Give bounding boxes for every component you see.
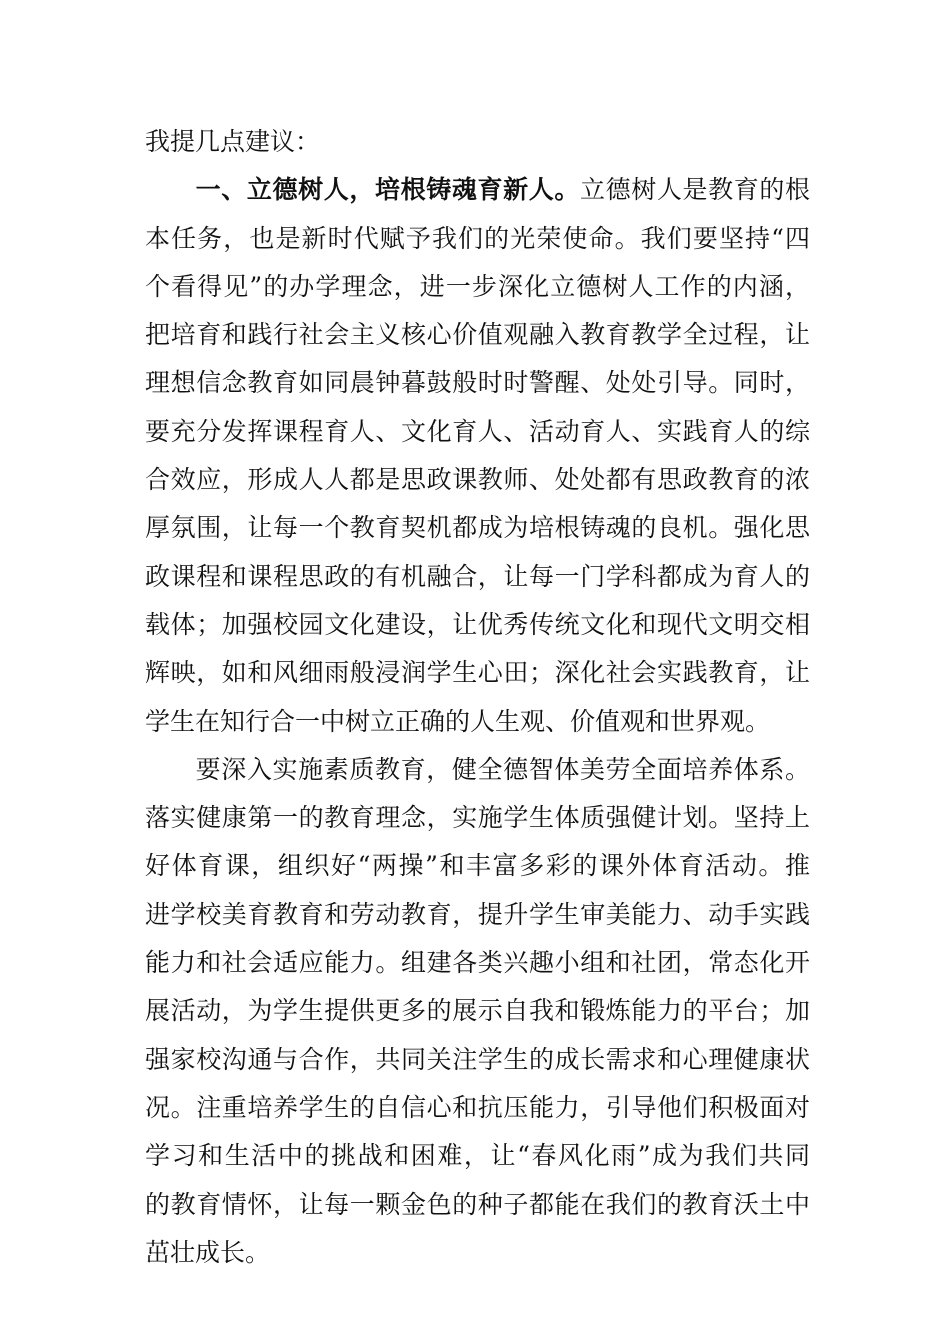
paragraph-2-line: 落实健康第一的教育理念，实施学生体质强健计划。坚持上 [145, 803, 810, 833]
paragraph-1-line: 载体；加强校园文化建设，让优秀传统文化和现代文明交相 [145, 609, 810, 639]
paragraph-1-line-1 [145, 166, 810, 214]
intro-line: 我提几点建议： [145, 127, 321, 156]
paragraph-1-line: 把培育和践行社会主义核心价值观融入教育教学全过程，让 [145, 320, 810, 350]
paragraph-text: 要深入实施素质教育，健全德智体美劳全面培养体系。 [195, 754, 810, 784]
paragraph-1-line: 个看得见”的办学理念，进一步深化立德树人工作的内涵， [145, 271, 810, 301]
paragraph-1-line: 本任务，也是新时代赋予我们的光荣使命。我们要坚持“四 [145, 223, 810, 253]
paragraph-2-line: 茁壮成长。 [145, 1237, 271, 1267]
paragraph-text: 立德树人是教育的根 [579, 175, 810, 205]
paragraph-2-line: 能力和社会适应能力。组建各类兴趣小组和社团，常态化开 [145, 948, 810, 978]
paragraph-1-line: 合效应，形成人人都是思政课教师、处处都有思政教育的浓 [145, 465, 810, 495]
paragraph-1-line: 学生在知行合一中树立正确的人生观、价值观和世界观。 [145, 706, 771, 736]
paragraph-1-line: 理想信念教育如同晨钟暮鼓般时时警醒、处处引导。同时， [145, 368, 810, 398]
document-page [145, 118, 810, 1277]
paragraph-2-line: 学习和生活中的挑战和困难，让“春风化雨”成为我们共同 [145, 1141, 810, 1171]
paragraph-2-line: 强家校沟通与合作，共同关注学生的成长需求和心理健康状 [145, 1044, 810, 1074]
paragraph-2-line: 好体育课，组织好“两操”和丰富多彩的课外体育活动。推 [145, 851, 810, 881]
paragraph-2-line: 的教育情怀，让每一颗金色的种子都能在我们的教育沃土中 [145, 1189, 810, 1219]
paragraph-2-line: 进学校美育教育和劳动教育，提升学生审美能力、动手实践 [145, 899, 810, 929]
paragraph-2-line: 展活动，为学生提供更多的展示自我和锻炼能力的平台；加 [145, 996, 810, 1026]
section-heading: 一、立德树人，培根铸魂育新人。 [195, 175, 580, 205]
paragraph-2-line-1 [145, 746, 810, 794]
paragraph-1-line: 要充分发挥课程育人、文化育人、活动育人、实践育人的综 [145, 416, 810, 446]
paragraph-1-line: 政课程和课程思政的有机融合，让每一门学科都成为育人的 [145, 561, 810, 591]
paragraph-2-line: 况。注重培养学生的自信心和抗压能力，引导他们积极面对 [145, 1092, 810, 1122]
paragraph-1-line: 厚氛围，让每一个教育契机都成为培根铸魂的良机。强化思 [145, 513, 810, 543]
paragraph-1-line: 辉映，如和风细雨般浸润学生心田；深化社会实践教育，让 [145, 658, 810, 688]
